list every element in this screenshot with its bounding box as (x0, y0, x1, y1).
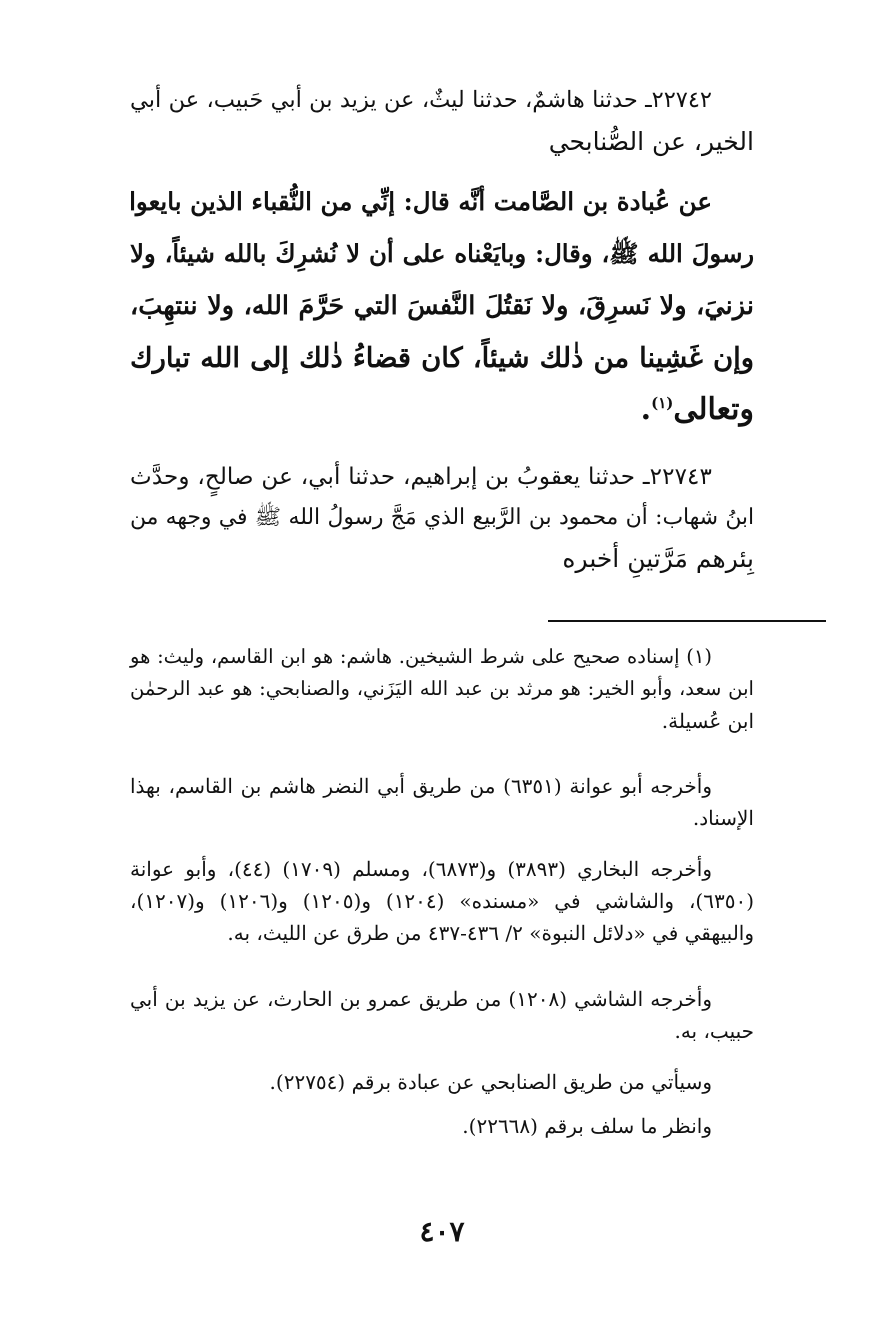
text-line: نزنيَ، ولا نَسرِقَ، ولا نَقتُلَ النَّفسَ التي حَرَّمَ الله، ولا ننتهِبَ، (130, 291, 754, 321)
footnote-separator (548, 620, 826, 622)
text-line: وانظر ما سلف برقم (٢٢٦٦٨). (462, 1114, 712, 1138)
text-line: وأخرجه البخاري (٣٨٩٣) و(٦٨٧٣)، ومسلم (١٧٠٩) (٤٤)، وأبو عوانة (130, 857, 713, 881)
footnote-marker: (١) (651, 394, 674, 412)
text-line: رسولَ الله ﷺ، وقال: وبايَعْناه على أن لا نُشرِكَ بالله شيئاً، ولا (130, 239, 754, 268)
hadith-22742-isnad (130, 80, 754, 162)
text-line: بِئرهم مَرَّتينِ أخبره (562, 544, 754, 573)
footnote-1-paragraph-5 (130, 1066, 754, 1098)
text-line: وأخرجه الشاشي (١٢٠٨) من طريق عمرو بن الحارث، عن يزيد بن أبي (130, 987, 713, 1011)
footnote-1-paragraph-6 (130, 1110, 754, 1142)
punctuation: . (640, 392, 652, 427)
hadith-22743 (130, 456, 754, 579)
footnote-1-paragraph-1 (130, 641, 754, 737)
text-fragment: وتعالى (673, 392, 754, 427)
text-line: الخير، عن الصُّنابحي (548, 127, 754, 156)
text-line: ٢٢٧٤٣ـ حدثنا يعقوبُ بن إبراهيم، حدثنا أبي، عن صالحٍ، وحدَّث (130, 463, 712, 490)
hadith-22742-matn (130, 176, 754, 436)
text-line: وأخرجه أبو عوانة (٦٣٥١) من طريق أبي النضر هاشم بن القاسم، بهذا (130, 774, 713, 798)
text-line: (٦٣٥٠)، والشاشي في «مسنده» (١٢٠٤) و(١٢٠٥) و(١٢٠٦) و(١٢٠٧)، (130, 889, 755, 913)
text-line: وإن غَشِينا من ذٰلك شيئاً، كان قضاءُ ذٰلك إلى الله تبارك (130, 342, 754, 374)
text-line: ابن عُسيلة. (661, 709, 754, 733)
footnote-1-paragraph-2 (130, 770, 754, 834)
text-line: حبيب، به. (674, 1019, 754, 1043)
text-line: ٢٢٧٤٢ـ حدثنا هاشمٌ، حدثنا ليثٌ، عن يزيد بن أبي حَبيب، عن أبي (130, 87, 712, 113)
text-line: عن عُبادة بن الصَّامت أنَّه قال: إنِّي من النُّقباء الذين بايعوا (129, 187, 712, 216)
text-line (130, 384, 754, 436)
text-line: الإسناد. (692, 806, 754, 830)
text-line: والبيهقي في «دلائل النبوة» ٢/ ٤٣٦-٤٣٧ من طرق عن الليث، به. (227, 921, 754, 945)
text-line: ابن سعد، وأبو الخير: هو مرثد بن عبد الله اليَزَني، والصنابحي: هو عبد الرحمٰن (130, 677, 754, 700)
text-line: ابنُ شهاب: أن محمود بن الرَّبيع الذي مَجَّ رسولُ الله ﷺ في وجهه من (130, 505, 754, 530)
text-line: وسيأتي من طريق الصنابحي عن عبادة برقم (٢٢٧٥٤). (269, 1070, 712, 1094)
footnote-1-paragraph-4 (130, 983, 754, 1047)
footnote-1-paragraph-3 (130, 853, 754, 949)
page-number: ٤٠٧ (419, 1215, 465, 1248)
text-line: (١) إسناده صحيح على شرط الشيخين. هاشم: هو ابن القاسم، وليث: هو (130, 645, 712, 668)
